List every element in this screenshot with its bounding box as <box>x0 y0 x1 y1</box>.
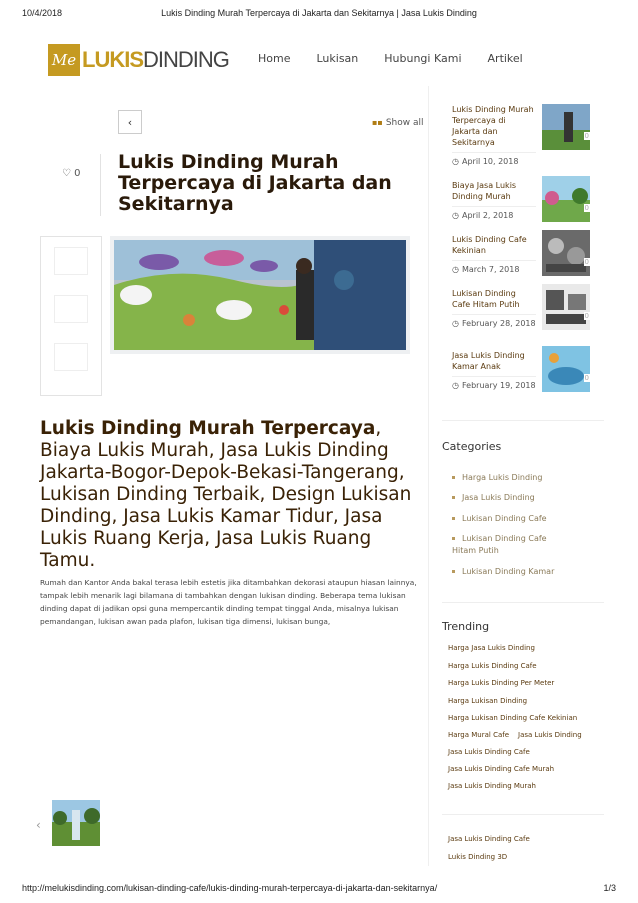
main-nav <box>258 52 549 65</box>
share-button-2[interactable] <box>54 295 88 323</box>
like-button[interactable] <box>62 168 81 179</box>
like-count: 0 <box>74 168 81 179</box>
share-button-1[interactable] <box>54 247 88 275</box>
bullet-icon <box>452 476 455 479</box>
print-title: Lukis Dinding Murah Terpercaya di Jakarta dan Sekitarnya | Jasa Lukis Dinding <box>161 8 477 18</box>
site-header <box>48 42 608 78</box>
recent-post-date <box>452 206 536 220</box>
recent-post-title[interactable]: Lukis Dinding Murah Terpercaya di Jakarta dan Sekitarnya <box>452 105 534 147</box>
trending-tag[interactable]: Harga Lukis Dinding Cafe <box>448 662 537 670</box>
like-divider <box>100 154 101 216</box>
grid-icon: ▪▪ <box>372 118 383 127</box>
nav-hubungi-kami[interactable]: Hubungi Kami <box>384 52 462 65</box>
recent-post-count: 0 <box>584 374 589 382</box>
recent-post-thumbnail-image <box>542 176 590 222</box>
trending-tag[interactable]: Harga Lukisan Dinding <box>448 697 528 705</box>
recent-post-title[interactable]: Lukis Dinding Cafe Kekinian <box>452 235 527 255</box>
trending-tag[interactable]: Jasa Lukis Dinding Cafe <box>448 748 530 756</box>
recent-post-date-text: April 2, 2018 <box>461 211 514 220</box>
print-date: 10/4/2018 <box>22 8 63 18</box>
recent-post-thumbnail[interactable] <box>542 284 590 330</box>
category-item[interactable] <box>452 513 592 525</box>
recent-post-count: 0 <box>584 132 589 140</box>
gallery-thumbnail-image <box>52 800 100 846</box>
show-all-link[interactable] <box>372 118 424 128</box>
recent-post-title[interactable]: Jasa Lukis Dinding Kamar Anak <box>452 351 525 371</box>
recent-post-date <box>452 152 536 166</box>
hero-image-mural-painting <box>110 236 410 354</box>
clock-icon: ◷ <box>452 211 459 220</box>
recent-post-count: 0 <box>584 204 589 212</box>
trending-tag[interactable]: Harga Lukis Dinding Per Meter <box>448 679 555 687</box>
share-box <box>40 236 102 396</box>
recent-post-date-text: March 7, 2018 <box>461 265 520 274</box>
recent-post-thumbnail-image <box>542 230 590 276</box>
sidebar-separator <box>442 814 604 815</box>
logo-mark: Me <box>48 44 80 76</box>
print-url: http://melukisdinding.com/lukisan-dinding-cafe/lukis-dinding-murah-terpercaya-di-jakarta-dan-sekitarnya/ <box>22 883 438 893</box>
nav-lukisan[interactable]: Lukisan <box>316 52 359 65</box>
recent-post-item[interactable] <box>452 288 606 328</box>
trending-tag[interactable]: Harga Jasa Lukis Dinding <box>448 644 535 652</box>
nav-artikel[interactable]: Artikel <box>487 52 523 65</box>
categories-heading: Categories <box>442 440 502 453</box>
trending-tag[interactable]: Jasa Lukis Dinding <box>518 731 582 739</box>
sidebar-separator <box>442 420 604 421</box>
category-item[interactable] <box>452 472 592 484</box>
post-title: Lukis Dinding Murah Terpercaya di Jakarta dan Sekitarnya <box>118 151 392 215</box>
category-label: Lukisan Dinding Cafe Hitam Putih <box>452 534 547 555</box>
lead-headline <box>40 418 426 572</box>
post-body-text: Rumah dan Kantor Anda bakal terasa lebih estetis jika ditambahkan dekorasi ataupun hiasan lainnya, tampak lebih menarik lagi bilamana di tambahkan dengan lukisan dinding. Beberapa tema lukisan dinding dapat di jadikan opsi guna mempercantik dinding tempat tinggal Anda, misalnya lukisan pemandangan, lukisan awan pada plafon, lukisan tiga dimensi, lukisan bunga, <box>40 578 417 626</box>
logo-text-dinding: DINDING <box>143 47 229 72</box>
trending-tag[interactable]: Jasa Lukis Dinding Cafe <box>448 835 530 843</box>
recent-post-item[interactable] <box>452 350 606 390</box>
category-item[interactable] <box>452 533 572 557</box>
share-button-3[interactable] <box>54 343 88 371</box>
sidebar-separator <box>442 602 604 603</box>
recent-post-title[interactable]: Lukisan Dinding Cafe Hitam Putih <box>452 289 520 309</box>
recent-post-title[interactable]: Biaya Jasa Lukis Dinding Murah <box>452 181 517 201</box>
recent-post-item[interactable] <box>452 104 606 166</box>
clock-icon: ◷ <box>452 319 459 328</box>
recent-post-thumbnail[interactable] <box>542 230 590 276</box>
category-label: Lukisan Dinding Cafe <box>462 514 547 523</box>
category-item[interactable] <box>452 492 592 504</box>
bullet-icon <box>452 570 455 573</box>
lead-headline-bold: Lukis Dinding Murah Terpercaya <box>40 418 376 439</box>
sidebar-divider <box>428 86 429 866</box>
trending-heading: Trending <box>442 620 490 633</box>
gallery-prev-icon[interactable]: ‹ <box>36 818 41 832</box>
recent-post-thumbnail-image <box>542 284 590 330</box>
site-logo[interactable] <box>48 42 238 78</box>
nav-home[interactable]: Home <box>258 52 291 65</box>
recent-post-date <box>452 376 536 390</box>
recent-post-count: 0 <box>584 312 589 320</box>
category-label: Jasa Lukis Dinding <box>462 493 535 502</box>
recent-post-date <box>452 260 536 274</box>
bullet-icon <box>452 537 455 540</box>
print-header <box>0 4 638 18</box>
recent-post-thumbnail-image <box>542 104 590 150</box>
mural-illustration <box>114 240 406 350</box>
heart-icon: ♡ <box>62 168 71 179</box>
clock-icon: ◷ <box>452 381 459 390</box>
category-label: Harga Lukis Dinding <box>462 473 543 482</box>
category-item[interactable] <box>452 566 592 578</box>
logo-text-lukis: LUKIS <box>82 47 143 72</box>
prev-post-button[interactable]: ‹ <box>118 110 142 134</box>
clock-icon: ◷ <box>452 157 459 166</box>
recent-post-count: 0 <box>584 258 589 266</box>
category-label: Lukisan Dinding Kamar <box>462 567 555 576</box>
trending-tag[interactable]: Jasa Lukis Dinding Cafe Murah <box>448 765 555 773</box>
trending-tag[interactable]: Harga Mural Cafe <box>448 731 510 739</box>
recent-post-thumbnail[interactable] <box>542 176 590 222</box>
recent-post-date-text: February 28, 2018 <box>461 319 536 328</box>
bullet-icon <box>452 496 455 499</box>
trending-tag[interactable]: Jasa Lukis Dinding Murah <box>448 782 536 790</box>
show-all-label: Show all <box>385 118 424 128</box>
clock-icon: ◷ <box>452 265 459 274</box>
trending-tag[interactable]: Harga Lukisan Dinding Cafe Kekinian <box>448 714 578 722</box>
recent-post-thumbnail[interactable] <box>542 346 590 392</box>
recent-post-date-text: February 19, 2018 <box>461 381 536 390</box>
recent-post-thumbnail-image <box>542 346 590 392</box>
recent-post-item[interactable] <box>452 234 606 274</box>
gallery-thumbnail[interactable] <box>52 800 100 846</box>
trending-tag[interactable]: Lukis Dinding 3D <box>448 853 508 861</box>
lead-headline-rest: , Biaya Lukis Murah, Jasa Lukis Dinding Jakarta-Bogor-Depok-Bekasi-Tangerang, Lukisan Dinding Terbaik, Design Lukisan Dinding, Jasa Lukis Kamar Tidur, Jasa Lukis Ruang Kerja, Jasa Lukis Ruang Tamu. <box>40 418 412 571</box>
bullet-icon <box>452 517 455 520</box>
recent-post-date <box>452 314 536 328</box>
print-page-number: 1/3 <box>603 883 616 893</box>
recent-post-date-text: April 10, 2018 <box>461 157 519 166</box>
recent-post-item[interactable] <box>452 180 606 220</box>
recent-post-thumbnail[interactable] <box>542 104 590 150</box>
